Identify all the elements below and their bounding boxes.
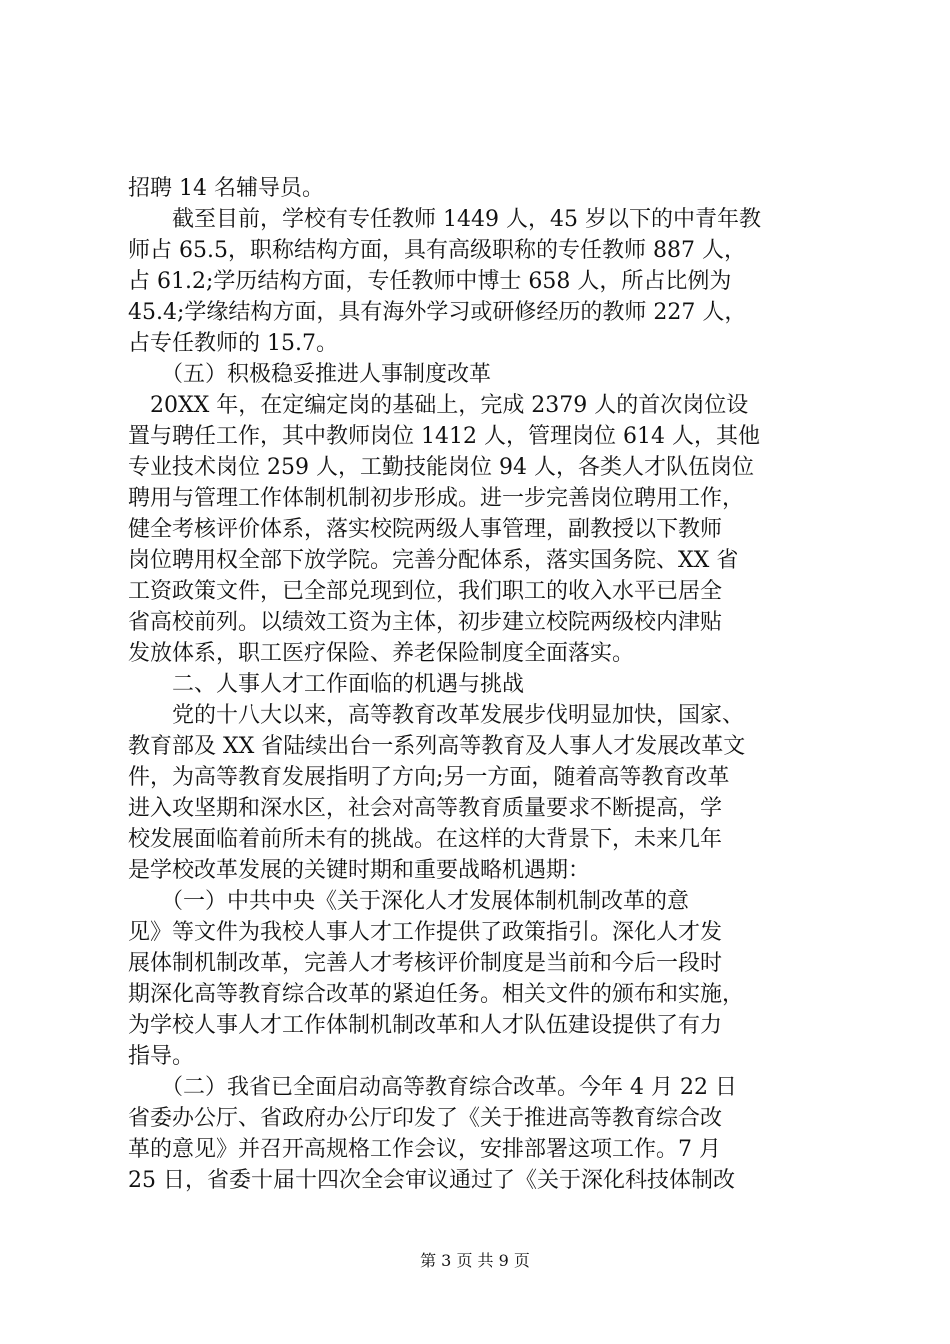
text-line: 教育部及 XX 省陆续出台一系列高等教育及人事人才发展改革文	[128, 734, 746, 759]
text-line: 件，为高等教育发展指明了方向;另一方面，随着高等教育改革	[128, 765, 730, 790]
text-line: （二）我省已全面启动高等教育综合改革。今年 4 月 22 日	[128, 1075, 737, 1100]
text-line: 岗位聘用权全部下放学院。完善分配体系，落实国务院、XX 省	[128, 548, 739, 573]
text-line: 发放体系，职工医疗保险、养老保险制度全面落实。	[128, 641, 635, 666]
text-line: 专业技术岗位 259 人，工勤技能岗位 94 人，各类人才队伍岗位	[128, 455, 754, 480]
text-line: 革的意见》并召开高规格工作会议，安排部署这项工作。7 月	[128, 1137, 721, 1162]
text-line: 省委办公厅、省政府办公厅印发了《关于推进高等教育综合改	[128, 1106, 723, 1131]
text-line: 党的十八大以来，高等教育改革发展步伐明显加快，国家、	[128, 703, 745, 728]
text-line: 二、人事人才工作面临的机遇与挑战	[128, 672, 525, 697]
text-line: 45.4;学缘结构方面，具有海外学习或研修经历的教师 227 人，	[128, 300, 747, 325]
text-line: 健全考核评价体系，落实校院两级人事管理，副教授以下教师	[128, 517, 723, 542]
text-line: 占 61.2;学历结构方面，专任教师中博士 658 人，所占比例为	[128, 269, 732, 294]
text-line: 聘用与管理工作体制机制初步形成。进一步完善岗位聘用工作，	[128, 486, 745, 511]
text-line: 置与聘任工作，其中教师岗位 1412 人，管理岗位 614 人，其他	[128, 424, 760, 449]
text-line: 进入攻坚期和深水区，社会对高等教育质量要求不断提高，学	[128, 796, 723, 821]
text-line: 为学校人事人才工作体制机制改革和人才队伍建设提供了有力	[128, 1013, 723, 1038]
text-line: 25 日，省委十届十四次全会审议通过了《关于深化科技体制改	[128, 1168, 735, 1193]
document-body	[128, 173, 838, 1196]
text-line: 截至目前，学校有专任教师 1449 人，45 岁以下的中青年教	[128, 207, 761, 232]
text-line: 见》等文件为我校人事人才工作提供了政策指引。深化人才发	[128, 920, 723, 945]
page-footer: 第 3 页 共 9 页	[420, 1251, 530, 1270]
text-line: 占专任教师的 15.7。	[128, 331, 338, 356]
text-line: 招聘 14 名辅导员。	[128, 176, 324, 201]
text-line: （五）积极稳妥推进人事制度改革	[128, 362, 492, 387]
text-line: 展体制机制改革，完善人才考核评价制度是当前和今后一段时	[128, 951, 723, 976]
text-line: （一）中共中央《关于深化人才发展体制机制改革的意	[128, 889, 690, 914]
text-line: 校发展面临着前所未有的挑战。在这样的大背景下，未来几年	[128, 827, 723, 852]
text-line: 省高校前列。以绩效工资为主体，初步建立校院两级校内津贴	[128, 610, 723, 635]
text-line: 20XX 年，在定编定岗的基础上，完成 2379 人的首次岗位设	[128, 393, 749, 418]
text-line: 工资政策文件，已全部兑现到位，我们职工的收入水平已居全	[128, 579, 723, 604]
text-line: 指导。	[128, 1044, 195, 1069]
text-line: 师占 65.5，职称结构方面，具有高级职称的专任教师 887 人，	[128, 238, 746, 263]
text-line: 是学校改革发展的关键时期和重要战略机遇期：	[128, 858, 591, 883]
text-line: 期深化高等教育综合改革的紧迫任务。相关文件的颁布和实施，	[128, 982, 745, 1007]
